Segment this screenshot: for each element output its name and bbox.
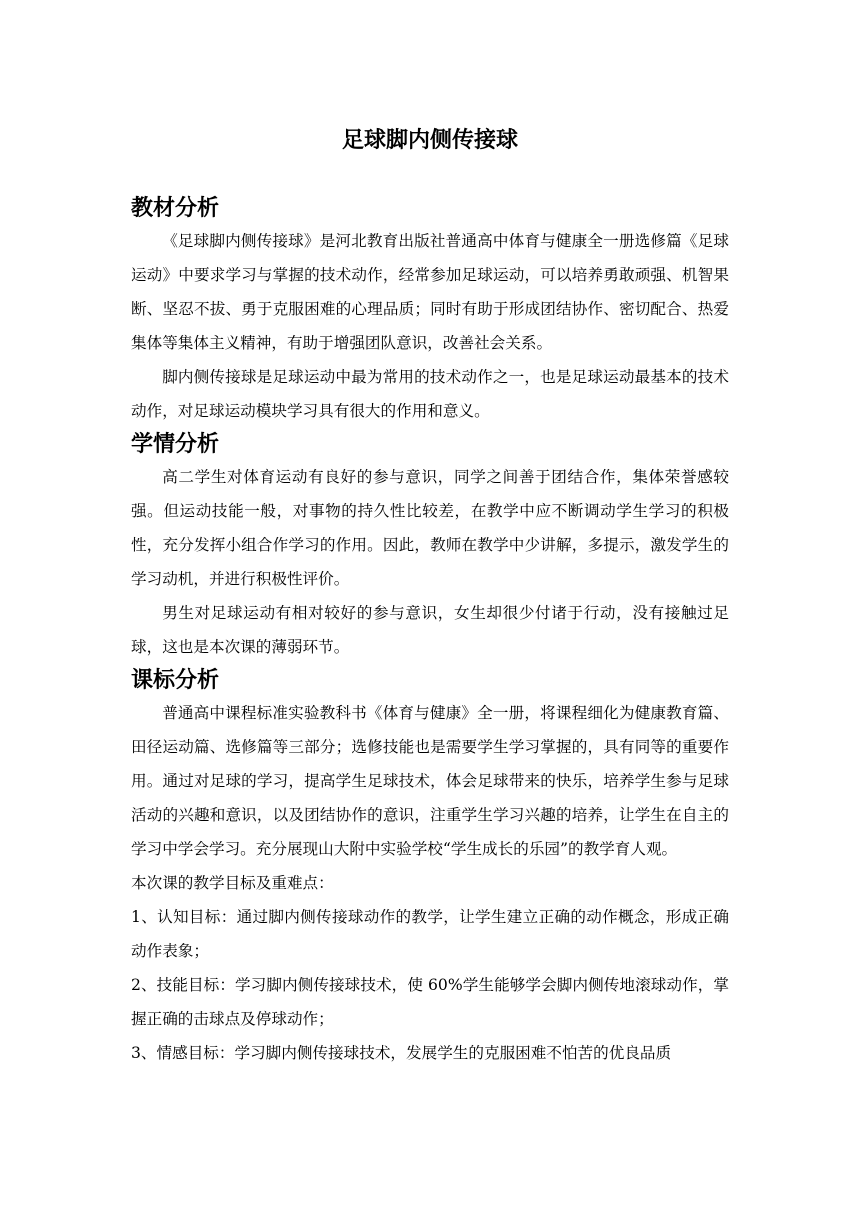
- section-curriculum-analysis: [131, 666, 729, 1070]
- paragraph: 《足球脚内侧传接球》是河北教育出版社普通高中体育与健康全一册选修篇《足球运动》中要求学习与掌握的技术动作，经常参加足球运动，可以培养勇敢顽强、机智果断、坚忍不拔、勇于克服困难的心理品质；同时有助于形成团结协作、密切配合、热爱集体等集体主义精神，有助于增强团队意识，改善社会关系。: [131, 232, 729, 352]
- paragraph: 男生对足球运动有相对较好的参与意识，女生却很少付诸于行动，没有接触过足球，这也是本次课的薄弱环节。: [131, 604, 729, 656]
- document-title: 足球脚内侧传接球: [341, 127, 518, 153]
- document-body: [131, 194, 729, 1070]
- section-heading: 教材分析: [131, 196, 220, 221]
- paragraph: 普通高中课程标准实验教科书《体育与健康》全一册，将课程细化为健康教育篇、田径运动篇、选修篇等三部分；选修技能也是需要学生学习掌握的，具有同等的重要作用。通过对足球的学习，提高学生足球技术，体会足球带来的快乐，培养学生参与足球活动的兴趣和意识，以及团结协作的意识，注重学生学习兴趣的培养，让学生在自主的学习中学会学习。充分展现山大附中实验学校“学生成长的乐园”的教学育人观。: [131, 704, 729, 858]
- list-item: 2、技能目标：学习脚内侧传接球技术，使 60%学生能够学会脚内侧传地滚球动作，掌握正确的击球点及停球动作；: [131, 976, 729, 1028]
- list-item: 本次课的教学目标及重难点：: [131, 874, 334, 892]
- section-textbook-analysis: [131, 194, 729, 428]
- section-heading: 学情分析: [131, 432, 220, 457]
- paragraph: 脚内侧传接球是足球运动中最为常用的技术动作之一，也是足球运动最基本的技术动作，对足球运动模块学习具有很大的作用和意义。: [131, 368, 729, 420]
- section-student-analysis: [131, 430, 729, 664]
- list-item: 1、认知目标：通过脚内侧传接球动作的教学，让学生建立正确的动作概念，形成正确动作表象；: [131, 908, 729, 960]
- paragraph: 高二学生对体育运动有良好的参与意识，同学之间善于团结合作，集体荣誉感较强。但运动技能一般，对事物的持久性比较差，在教学中应不断调动学生学习的积极性，充分发挥小组合作学习的作用。因此，教师在教学中少讲解，多提示，激发学生的学习动机，并进行积极性评价。: [131, 468, 729, 588]
- list-item: 3、情感目标：学习脚内侧传接球技术，发展学生的克服困难不怕苦的优良品质: [131, 1044, 672, 1062]
- section-heading: 课标分析: [131, 668, 220, 693]
